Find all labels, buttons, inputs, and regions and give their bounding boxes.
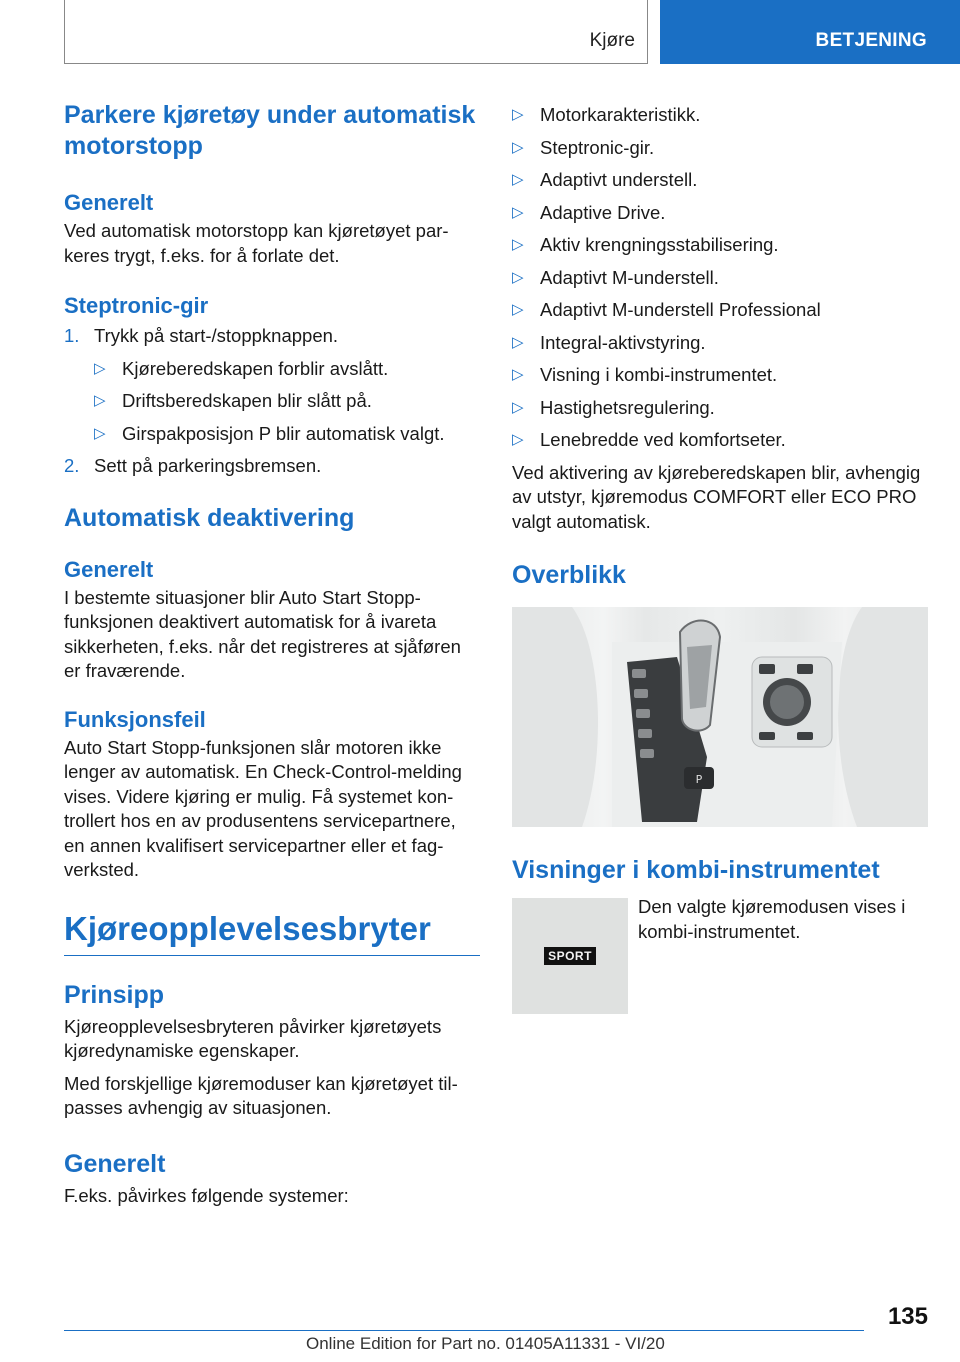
list-item xyxy=(512,428,928,453)
list-item xyxy=(512,298,928,323)
left-column xyxy=(64,100,480,1208)
triangle-bullet-icon: ▷ xyxy=(512,268,524,286)
general2-heading: Generelt xyxy=(64,1149,166,1178)
triangle-bullet-icon: ▷ xyxy=(512,366,524,383)
bullet-text: Driftsberedskapen blir slått på. xyxy=(122,390,372,411)
list-item-text: Visning i kombi-instrumentet. xyxy=(540,364,778,385)
bullet-text: Kjøreberedskapen forblir avslått. xyxy=(122,357,389,379)
list-item-text: Adaptivt understell. xyxy=(540,169,698,190)
principle-text: Med forskjellige kjøremoduser kan kjøretøyet tilpasses avhengig av situasjonen. xyxy=(64,1072,458,1118)
general2-text: F.eks. påvirkes følgende systemer: xyxy=(64,1184,349,1206)
general-heading: Generelt xyxy=(64,190,154,215)
switch-title-block xyxy=(64,909,480,956)
triangle-bullet-icon: ▷ xyxy=(512,171,524,188)
bullet-item xyxy=(64,422,480,447)
systems-list xyxy=(512,103,928,453)
parking-brake-icon: P xyxy=(695,773,703,786)
list-item-text: Hastighetsregulering. xyxy=(540,396,715,418)
list-item-text: Lenebredde ved komfortseter. xyxy=(540,429,786,450)
parking-title: Parkere kjøretøy under automatisk motorstopp xyxy=(64,101,476,160)
list-item-text: Steptronic-gir. xyxy=(540,136,655,158)
triangle-bullet-icon: ▷ xyxy=(512,236,524,253)
list-item-text: Motorkarakteristikk. xyxy=(540,104,701,125)
step-item xyxy=(64,454,480,479)
chapter-title: Kjøre xyxy=(589,30,635,51)
page-number: 135 xyxy=(887,1303,928,1330)
bullet-item xyxy=(64,357,480,382)
step-number: 1. xyxy=(64,325,80,346)
step-text: Sett på parkeringsbremsen. xyxy=(94,455,322,476)
triangle-bullet-icon: ▷ xyxy=(94,424,106,442)
footer-edition: Online Edition for Part no. 01405A11331 - VI/20 xyxy=(306,1334,665,1353)
list-item xyxy=(512,233,928,258)
triangle-bullet-icon: ▷ xyxy=(94,392,106,409)
bullet-text: Girspakposisjon P blir automatisk valgt. xyxy=(122,422,445,444)
general-text: Ved automatisk motorstopp kan kjøretøyet parkeres trygt, f.eks. for å forlate det. xyxy=(64,220,449,266)
list-item xyxy=(512,331,928,356)
display-text: Den valgte kjøremodusen vises i kombi-instrumentet. xyxy=(638,896,906,942)
triangle-bullet-icon: ▷ xyxy=(512,431,524,448)
right-column xyxy=(512,100,928,1014)
footer-divider xyxy=(64,1330,864,1331)
list-item xyxy=(512,201,928,226)
principle-heading: Prinsipp xyxy=(64,980,165,1009)
list-item-text: Integral-aktivstyring. xyxy=(540,331,706,353)
instrument-cluster-thumbnail xyxy=(512,898,628,1014)
list-item xyxy=(512,396,928,421)
list-item xyxy=(512,103,928,128)
step-item xyxy=(64,324,480,349)
deactivation-general-heading: Generelt xyxy=(64,556,154,582)
triangle-bullet-icon: ▷ xyxy=(512,138,524,156)
list-item-text: Adaptive Drive. xyxy=(540,201,666,223)
activation-text: Ved aktivering av kjøreberedskapen blir, avhengig av utstyr, kjøremodus COMFORT eller ECO PRO valgt automatisk. xyxy=(512,461,921,532)
triangle-bullet-icon: ▷ xyxy=(94,359,106,377)
overview-heading: Overblikk xyxy=(512,561,626,589)
steps-list xyxy=(64,324,480,479)
list-item xyxy=(512,266,928,291)
step-text: Trykk på start-/stoppknappen. xyxy=(94,325,339,346)
display-heading: Visninger i kombi-instrumentet xyxy=(512,856,880,884)
header-chapter-box xyxy=(64,0,648,64)
center-console-photo xyxy=(512,607,928,827)
step-number: 2. xyxy=(64,455,80,476)
bullet-item xyxy=(64,389,480,414)
steptronic-heading: Steptronic-gir xyxy=(64,293,209,318)
list-item xyxy=(512,168,928,193)
center-console-illustration xyxy=(512,607,928,827)
list-item-text: Aktiv krengningsstabilisering. xyxy=(540,234,779,255)
list-item xyxy=(512,363,928,388)
section-title: BETJENING xyxy=(815,30,927,51)
triangle-bullet-icon: ▷ xyxy=(512,333,524,351)
triangle-bullet-icon: ▷ xyxy=(512,203,524,221)
triangle-bullet-icon: ▷ xyxy=(512,301,524,318)
sport-mode-label: SPORT xyxy=(544,947,596,965)
principle-text: Kjøreopplevelsesbryteren påvirker kjøretøyets kjøredynamiske egenskaper. xyxy=(64,1015,442,1061)
malfunction-heading: Funksjonsfeil xyxy=(64,706,206,732)
display-block xyxy=(512,898,928,1014)
deactivation-title: Automatisk deaktivering xyxy=(64,503,355,532)
malfunction-text: Auto Start Stopp-funksjonen slår motoren ikke lenger av automatisk. En Check-Control-melding vises. Videre kjøring er mulig. Få systemet kontrollert hos en av produsentens servicepartnere, en annen kvalifisert servicepartner eller et fagverksted. xyxy=(64,736,462,880)
section-tab xyxy=(660,0,960,64)
triangle-bullet-icon: ▷ xyxy=(512,106,524,123)
triangle-bullet-icon: ▷ xyxy=(512,398,524,416)
deactivation-general-text: I bestemte situasjoner blir Auto Start Stopp-funksjonen deaktivert automatisk for å ivareta sikkerheten, f.eks. når det registreres at sjåføren er fraværende. xyxy=(64,586,461,681)
list-item-text: Adaptivt M-understell Professional xyxy=(540,299,821,320)
list-item-text: Adaptivt M-understell. xyxy=(540,266,719,288)
switch-title: Kjøreopplevelsesbryter xyxy=(64,909,431,947)
list-item xyxy=(512,136,928,161)
